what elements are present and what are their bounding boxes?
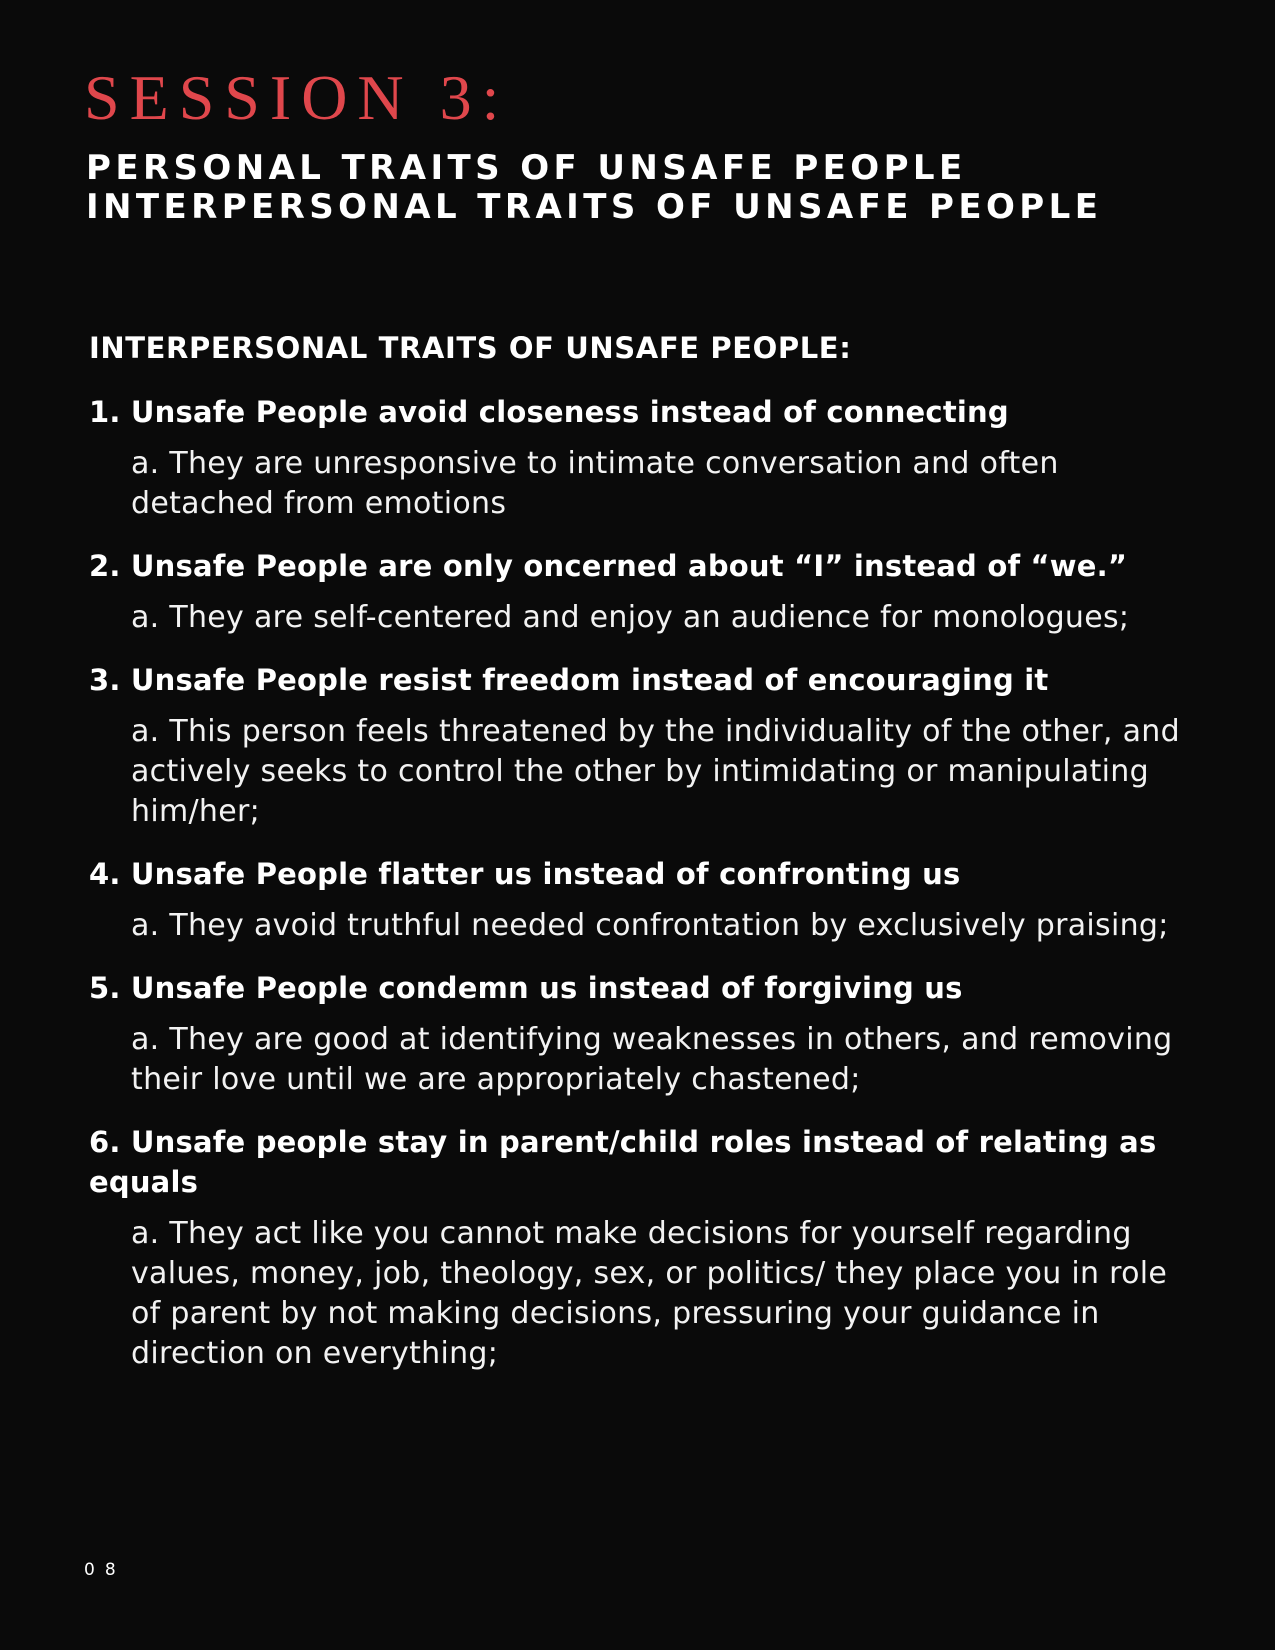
trait-detail: a. They avoid truthful needed confrontation by exclusively praising; (131, 908, 1169, 944)
trait-heading: 4. Unsafe People flatter us instead of confronting us (89, 857, 961, 892)
trait-heading: 3. Unsafe People resist freedom instead of encouraging it (89, 663, 1049, 698)
subtitle-interpersonal-traits: INTERPERSONAL TRAITS OF UNSAFE PEOPLE (86, 187, 1103, 227)
trait-detail: a. They are self-centered and enjoy an audience for monologues; (131, 600, 1130, 636)
trait-item-3 (89, 660, 1199, 832)
trait-heading: 6. Unsafe people stay in parent/child roles instead of relating as equals (89, 1125, 1157, 1200)
trait-detail: a. They act like you cannot make decisions for yourself regarding values, money, job, theology, sex, or politics/ they place you in role of parent by not making decisions, pressuring your guidance in direction on everything; (131, 1216, 1168, 1372)
subtitle-personal-traits: PERSONAL TRAITS OF UNSAFE PEOPLE (86, 148, 967, 188)
trait-heading: 1. Unsafe People avoid closeness instead of connecting (89, 395, 1009, 430)
trait-detail: a. They are unresponsive to intimate conversation and often detached from emotions (131, 446, 1059, 522)
trait-item-1 (89, 392, 1199, 524)
trait-item-5 (89, 968, 1199, 1100)
page-number: 08 (84, 1560, 126, 1580)
session-title: SESSION 3: (84, 62, 510, 133)
trait-heading: 2. Unsafe People are only oncerned about “I” instead of “we.” (89, 549, 1128, 584)
trait-item-6 (89, 1122, 1199, 1374)
traits-section (89, 330, 1199, 1396)
trait-heading: 5. Unsafe People condemn us instead of forgiving us (89, 971, 963, 1006)
trait-item-2 (89, 546, 1199, 638)
trait-detail: a. They are good at identifying weaknesses in others, and removing their love until we are appropriately chastened; (131, 1022, 1173, 1098)
section-heading: INTERPERSONAL TRAITS OF UNSAFE PEOPLE: (89, 331, 852, 365)
trait-detail: a. This person feels threatened by the individuality of the other, and actively seeks to control the other by intimidating or manipulating him/her; (131, 714, 1180, 830)
trait-item-4 (89, 854, 1199, 946)
